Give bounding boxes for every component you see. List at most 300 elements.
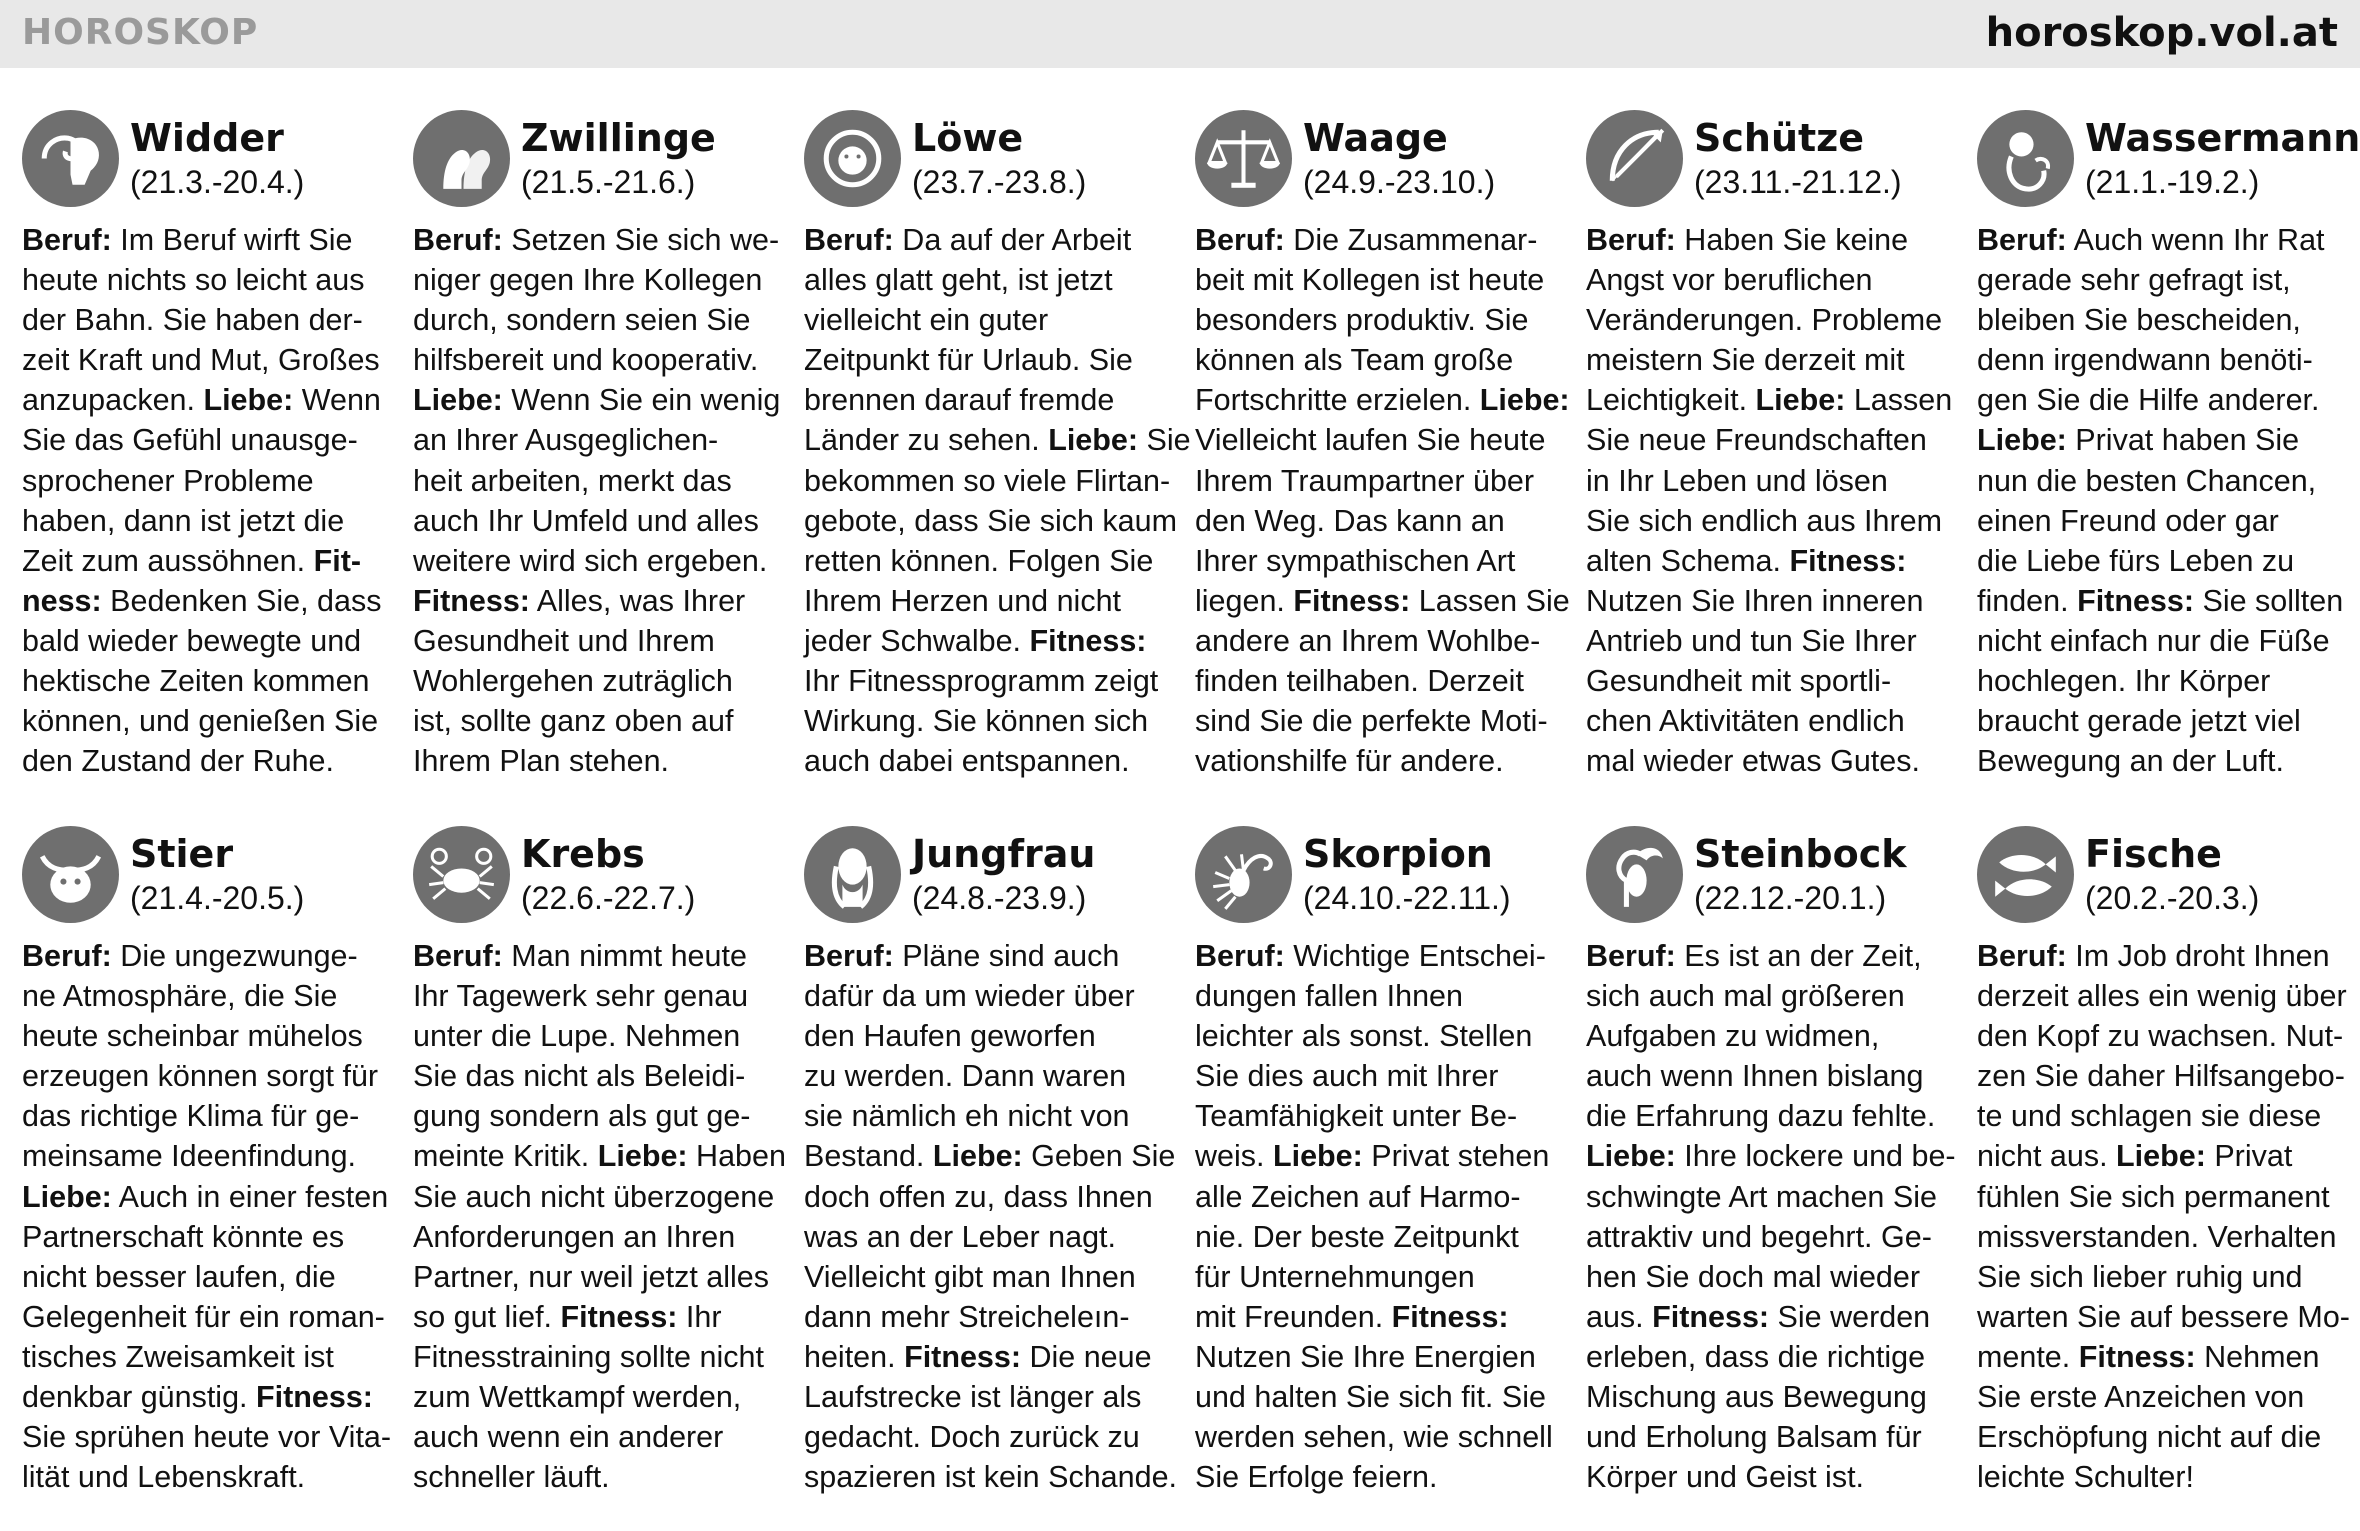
text-segment: attraktiv und begehrt. Ge- bbox=[1586, 1219, 1932, 1254]
text-line bbox=[804, 501, 1177, 541]
horoscope-text bbox=[1977, 936, 2350, 1497]
text-line bbox=[413, 661, 773, 701]
text-segment: tisches Zweisamkeit ist bbox=[22, 1339, 334, 1374]
text-line bbox=[1195, 1457, 1555, 1497]
sign-name: Steinbock bbox=[1694, 832, 1907, 876]
text-line bbox=[22, 1136, 382, 1176]
category-label: Fitness: bbox=[413, 583, 530, 618]
text-segment: hilfsbereit und kooperativ. bbox=[413, 343, 759, 378]
text-segment: Partnerschaft könnte es bbox=[22, 1219, 345, 1254]
text-segment: Fortschritte erzielen. bbox=[1195, 383, 1480, 418]
text-segment: denn irgendwann benöti- bbox=[1977, 343, 2313, 378]
text-segment: fühlen Sie sich permanent bbox=[1977, 1179, 2330, 1214]
category-label: Fitness: bbox=[1652, 1299, 1770, 1334]
text-line bbox=[22, 976, 382, 1016]
text-line bbox=[1977, 1337, 2337, 1377]
sign-header bbox=[804, 110, 1164, 220]
text-line bbox=[22, 1016, 382, 1056]
text-line bbox=[804, 260, 1164, 300]
text-line bbox=[1195, 1136, 1555, 1176]
category-label: Beruf: bbox=[804, 939, 894, 973]
text-line bbox=[1195, 621, 1555, 661]
text-line bbox=[1586, 1337, 1946, 1377]
text-segment: schneller läuft. bbox=[413, 1460, 610, 1495]
horoscope-text bbox=[1977, 220, 2344, 781]
text-line bbox=[22, 1217, 382, 1257]
text-line bbox=[1195, 1016, 1555, 1056]
text-segment: Ihre lockere und be- bbox=[1675, 1139, 1956, 1174]
category-label: Liebe: bbox=[1755, 383, 1846, 418]
text-segment: warten Sie auf bessere Mo- bbox=[1977, 1299, 2350, 1334]
text-segment: Im Beruf wirft Sie bbox=[111, 223, 353, 257]
text-line bbox=[22, 340, 382, 380]
text-line bbox=[1586, 661, 1946, 701]
text-segment: Zeitpunkt für Urlaub. Sie bbox=[804, 343, 1133, 378]
page-title: HOROSKOP bbox=[22, 12, 259, 53]
aries-ram-icon bbox=[22, 110, 119, 207]
text-segment: Mischung aus Bewegung bbox=[1586, 1380, 1927, 1415]
text-segment: aus. bbox=[1586, 1299, 1653, 1334]
text-segment: durch, sondern seien Sie bbox=[413, 303, 751, 338]
text-line bbox=[22, 936, 382, 976]
text-line bbox=[1977, 936, 2337, 976]
text-segment: Die Zusammenar- bbox=[1284, 223, 1538, 257]
text-segment: der Bahn. Sie haben der- bbox=[22, 303, 363, 338]
text-segment: so gut lief. bbox=[413, 1299, 561, 1334]
text-line bbox=[1977, 701, 2337, 741]
text-line bbox=[804, 340, 1164, 380]
text-segment: nun die besten Chancen, bbox=[1977, 463, 2317, 498]
text-line bbox=[1195, 420, 1555, 460]
text-segment: auch Ihr Umfeld und alles bbox=[413, 503, 759, 538]
text-segment: mal wieder etwas Gutes. bbox=[1586, 744, 1920, 779]
category-label: Liebe: bbox=[1048, 423, 1139, 458]
text-line bbox=[1195, 1217, 1555, 1257]
text-line bbox=[413, 1257, 773, 1297]
text-line bbox=[1977, 420, 2337, 460]
text-segment: den Zustand der Ruhe. bbox=[22, 744, 334, 779]
text-segment: heiten. bbox=[804, 1339, 905, 1374]
text-line bbox=[1586, 1136, 1956, 1176]
text-segment: Sie dies auch mit Ihrer bbox=[1195, 1059, 1499, 1094]
text-line bbox=[22, 741, 382, 781]
text-line bbox=[804, 461, 1171, 501]
text-line bbox=[804, 936, 1164, 976]
text-line bbox=[804, 1257, 1164, 1297]
sign-dates: (21.3.-20.4.) bbox=[130, 164, 305, 200]
text-segment: Länder zu sehen. bbox=[804, 423, 1049, 458]
text-line bbox=[804, 1136, 1176, 1176]
category-label: Fitness: bbox=[560, 1299, 678, 1334]
libra-scales-icon bbox=[1195, 110, 1292, 207]
text-line bbox=[1586, 1377, 1946, 1417]
text-segment: Privat bbox=[2205, 1139, 2293, 1174]
text-segment: schwingte Art machen Sie bbox=[1586, 1179, 1937, 1214]
text-segment: leichte Schulter! bbox=[1977, 1460, 2194, 1495]
text-segment: anzupacken. bbox=[22, 383, 204, 418]
text-line bbox=[1977, 1257, 2337, 1297]
text-segment: die Liebe fürs Leben zu bbox=[1977, 543, 2295, 578]
text-segment: meistern Sie derzeit mit bbox=[1586, 343, 1905, 378]
sign-header bbox=[1977, 110, 2360, 220]
text-segment: te und schlagen sie diese bbox=[1977, 1099, 2322, 1134]
text-segment: vationshilfe für andere. bbox=[1195, 744, 1504, 779]
text-segment: derzeit alles ein wenig über bbox=[1977, 979, 2347, 1014]
text-line bbox=[1977, 1377, 2337, 1417]
text-segment: alles glatt geht, ist jetzt bbox=[804, 263, 1113, 298]
text-line bbox=[1586, 1457, 1946, 1497]
text-line bbox=[413, 1096, 773, 1136]
gemini-twins-icon bbox=[413, 110, 510, 207]
sign-krebs bbox=[413, 826, 786, 1526]
category-label: Fit- bbox=[313, 543, 362, 578]
sign-header bbox=[22, 826, 382, 936]
text-line bbox=[1977, 976, 2347, 1016]
text-segment: Angst vor beruflichen bbox=[1586, 263, 1873, 298]
text-segment: Auch in einer festen bbox=[111, 1179, 389, 1214]
text-line bbox=[22, 1457, 382, 1497]
text-segment: Aufgaben zu widmen, bbox=[1586, 1019, 1880, 1054]
text-segment: Bedenken Sie, dass bbox=[101, 583, 382, 618]
text-segment: Die ungezwunge- bbox=[111, 939, 358, 973]
text-line bbox=[413, 976, 773, 1016]
text-segment: erzeugen können sorgt für bbox=[22, 1059, 379, 1094]
text-segment: Geben Sie bbox=[1022, 1139, 1176, 1174]
text-segment: alle Zeichen auf Harmo- bbox=[1195, 1179, 1521, 1214]
sign-zwillinge bbox=[413, 110, 781, 810]
text-segment: heute nichts so leicht aus bbox=[22, 263, 365, 298]
text-line bbox=[1977, 501, 2337, 541]
text-line bbox=[22, 581, 382, 621]
text-segment: gedacht. Doch zurück zu bbox=[804, 1420, 1140, 1455]
text-line bbox=[1586, 976, 1946, 1016]
text-line bbox=[1977, 1417, 2337, 1457]
category-label: Beruf: bbox=[1195, 223, 1285, 257]
text-segment: auch dabei entspannen. bbox=[804, 744, 1130, 779]
text-line bbox=[1977, 1096, 2337, 1136]
text-segment: Setzen Sie sich we- bbox=[502, 223, 780, 257]
sign-waage bbox=[1195, 110, 1570, 810]
text-segment: Teamfähigkeit unter Be- bbox=[1195, 1099, 1518, 1134]
text-line bbox=[22, 1257, 382, 1297]
sign-header bbox=[804, 826, 1164, 936]
text-line bbox=[804, 741, 1164, 781]
category-label: Liebe: bbox=[413, 383, 503, 418]
text-segment: Man nimmt heute bbox=[502, 939, 747, 973]
text-segment: zen Sie daher Hilfsangebo- bbox=[1977, 1059, 2345, 1094]
text-segment: ist, sollte ganz oben auf bbox=[413, 704, 734, 739]
text-segment: Sie erste Anzeichen von bbox=[1977, 1380, 2305, 1415]
sign-dates: (24.9.-23.10.) bbox=[1303, 164, 1496, 200]
text-line bbox=[413, 461, 773, 501]
text-line bbox=[1586, 936, 1946, 976]
text-segment: Bestand. bbox=[804, 1139, 933, 1174]
sign-header bbox=[1195, 110, 1555, 220]
sign-name: Fische bbox=[2085, 832, 2222, 876]
text-line bbox=[1977, 581, 2344, 621]
text-line bbox=[22, 1177, 389, 1217]
text-segment: Privat stehen bbox=[1362, 1139, 1550, 1174]
text-segment: Lassen Sie bbox=[1410, 583, 1570, 618]
sign-name: Löwe bbox=[912, 116, 1024, 160]
text-line bbox=[804, 701, 1164, 741]
scorpio-scorpion-icon bbox=[1195, 826, 1292, 923]
category-label: Fitness: bbox=[1789, 543, 1907, 578]
text-line bbox=[1195, 1257, 1555, 1297]
sign-name: Waage bbox=[1303, 116, 1448, 160]
text-segment: mit Freunden. bbox=[1195, 1299, 1392, 1334]
text-segment: dafür da um wieder über bbox=[804, 979, 1135, 1014]
text-segment: dungen fallen Ihnen bbox=[1195, 979, 1463, 1014]
text-segment: bekommen so viele Flirtan- bbox=[804, 463, 1171, 498]
text-segment: Da auf der Arbeit bbox=[893, 223, 1132, 257]
text-segment: Nehmen bbox=[2195, 1339, 2320, 1374]
text-line bbox=[413, 501, 773, 541]
text-line bbox=[1977, 1177, 2337, 1217]
sign-dates: (22.12.-20.1.) bbox=[1694, 880, 1887, 916]
text-segment: andere an Ihrem Wohlbe- bbox=[1195, 623, 1541, 658]
text-segment: Körper und Geist ist. bbox=[1586, 1460, 1865, 1495]
text-segment: Veränderungen. Probleme bbox=[1586, 303, 1943, 338]
text-segment: Wenn Sie ein wenig bbox=[502, 383, 781, 418]
text-line bbox=[22, 300, 382, 340]
category-label: Fitness: bbox=[256, 1380, 373, 1415]
sign-header bbox=[1977, 826, 2337, 936]
sign-dates: (23.7.-23.8.) bbox=[912, 164, 1087, 200]
text-segment: hen Sie doch mal wieder bbox=[1586, 1259, 1920, 1294]
text-line bbox=[413, 621, 773, 661]
category-label: Fitness: bbox=[904, 1339, 1021, 1374]
text-line bbox=[804, 1457, 1177, 1497]
text-segment: was an der Leber nagt. bbox=[804, 1219, 1116, 1254]
text-line bbox=[1586, 1257, 1946, 1297]
text-segment: Pläne sind auch bbox=[893, 939, 1120, 973]
sign-schütze bbox=[1586, 110, 1953, 810]
text-line bbox=[1586, 541, 1946, 581]
text-line bbox=[22, 1337, 382, 1377]
text-segment: Wichtige Entschei- bbox=[1284, 939, 1546, 973]
text-segment: niger gegen Ihre Kollegen bbox=[413, 263, 763, 298]
text-segment: nicht einfach nur die Füße bbox=[1977, 623, 2330, 658]
category-label: Beruf: bbox=[22, 939, 112, 973]
sign-header bbox=[1195, 826, 1555, 936]
text-line bbox=[413, 541, 773, 581]
text-line bbox=[1586, 380, 1953, 420]
sign-dates: (24.10.-22.11.) bbox=[1303, 880, 1511, 916]
text-line bbox=[22, 220, 382, 260]
horoscope-text bbox=[413, 220, 781, 781]
sign-dates: (20.2.-20.3.) bbox=[2085, 880, 2260, 916]
text-segment: den Haufen geworfen bbox=[804, 1019, 1096, 1054]
text-segment: Privat haben Sie bbox=[2066, 423, 2300, 458]
sign-name: Jungfrau bbox=[912, 832, 1096, 876]
text-segment: Haben Sie keine bbox=[1675, 223, 1909, 257]
site-link[interactable]: horoskop.vol.at bbox=[1985, 10, 2338, 56]
text-segment: Laufstrecke ist länger als bbox=[804, 1380, 1142, 1415]
sign-name: Widder bbox=[130, 116, 284, 160]
text-segment: Sie Erfolge feiern. bbox=[1195, 1460, 1438, 1495]
text-line bbox=[413, 1136, 786, 1176]
text-line bbox=[804, 661, 1164, 701]
text-line bbox=[1586, 701, 1946, 741]
sign-header bbox=[413, 110, 773, 220]
text-segment: sprochener Probleme bbox=[22, 463, 314, 498]
sign-steinbock bbox=[1586, 826, 1956, 1526]
text-line bbox=[1977, 461, 2337, 501]
text-segment: Erschöpfung nicht auf die bbox=[1977, 1420, 2322, 1455]
text-segment: weis. bbox=[1195, 1139, 1273, 1174]
text-line bbox=[1977, 1056, 2345, 1096]
text-segment: Gesundheit und Ihrem bbox=[413, 623, 715, 658]
text-segment: bald wieder bewegte und bbox=[22, 623, 362, 658]
text-line bbox=[1586, 1177, 1946, 1217]
text-segment: hochlegen. Ihr Körper bbox=[1977, 664, 2271, 699]
text-line bbox=[22, 1377, 382, 1417]
text-segment: nie. Der beste Zeitpunkt bbox=[1195, 1219, 1519, 1254]
text-line bbox=[804, 1217, 1164, 1257]
text-line bbox=[1586, 260, 1946, 300]
category-label: Fitness: bbox=[1391, 1299, 1509, 1334]
text-line bbox=[804, 1297, 1164, 1337]
text-segment: das richtige Klima für ge- bbox=[22, 1099, 360, 1134]
text-line bbox=[804, 976, 1164, 1016]
text-line bbox=[413, 1056, 773, 1096]
text-line bbox=[1195, 220, 1555, 260]
text-line bbox=[1586, 420, 1946, 460]
text-segment: gebote, dass Sie sich kaum bbox=[804, 503, 1177, 538]
text-segment: die Erfahrung dazu fehlte. bbox=[1586, 1099, 1936, 1134]
text-segment: weitere wird sich ergeben. bbox=[413, 543, 768, 578]
text-line bbox=[1195, 1056, 1555, 1096]
text-segment: Sie das Gefühl unausge- bbox=[22, 423, 358, 458]
text-line bbox=[1195, 260, 1555, 300]
sign-name: Zwillinge bbox=[521, 116, 716, 160]
category-label: Liebe: bbox=[22, 1179, 112, 1214]
sagittarius-bow-icon bbox=[1586, 110, 1683, 207]
text-segment: Leichtigkeit. bbox=[1586, 383, 1756, 418]
text-segment: Nutzen Sie Ihre Energien bbox=[1195, 1339, 1536, 1374]
text-segment: sind Sie die perfekte Moti- bbox=[1195, 704, 1548, 739]
text-segment: Ihrem Plan stehen. bbox=[413, 744, 670, 779]
text-segment: Nutzen Sie Ihren inneren bbox=[1586, 583, 1924, 618]
text-segment: zeit Kraft und Mut, Großes bbox=[22, 343, 380, 378]
category-label: ness: bbox=[22, 583, 102, 618]
text-segment: missverstanden. Verhalten bbox=[1977, 1219, 2337, 1254]
text-segment: Sie das nicht als Beleidi- bbox=[413, 1059, 746, 1094]
capricorn-goat-icon bbox=[1586, 826, 1683, 923]
text-line bbox=[413, 420, 773, 460]
text-line bbox=[804, 420, 1191, 460]
text-segment: nicht besser laufen, die bbox=[22, 1259, 336, 1294]
text-segment: doch offen zu, dass Ihnen bbox=[804, 1179, 1153, 1214]
category-label: Fitness: bbox=[2077, 583, 2194, 618]
text-segment: finden. bbox=[1977, 583, 2078, 618]
category-label: Beruf: bbox=[1977, 939, 2067, 973]
text-line bbox=[413, 380, 781, 420]
text-line bbox=[22, 380, 382, 420]
text-segment: heit arbeiten, merkt das bbox=[413, 463, 732, 498]
horoscope-text bbox=[413, 936, 786, 1497]
text-line bbox=[804, 300, 1164, 340]
sign-name: Schütze bbox=[1694, 116, 1865, 160]
sign-header bbox=[1586, 826, 1946, 936]
text-line bbox=[1977, 380, 2337, 420]
text-line bbox=[413, 741, 773, 781]
text-segment: alten Schema. bbox=[1586, 543, 1790, 578]
text-line bbox=[1586, 1297, 1946, 1337]
text-line bbox=[1977, 621, 2337, 661]
text-line bbox=[413, 701, 773, 741]
text-line bbox=[413, 340, 773, 380]
text-line bbox=[413, 300, 773, 340]
category-label: Fitness: bbox=[1029, 623, 1147, 658]
text-segment: Antrieb und tun Sie Ihrer bbox=[1586, 623, 1917, 658]
text-line bbox=[1977, 661, 2337, 701]
text-line bbox=[413, 260, 773, 300]
text-line bbox=[413, 1217, 773, 1257]
text-line bbox=[1977, 1136, 2337, 1176]
text-line bbox=[1977, 1297, 2350, 1337]
text-line bbox=[804, 1096, 1164, 1136]
category-label: Beruf: bbox=[1586, 223, 1676, 257]
text-segment: Anforderungen an Ihren bbox=[413, 1219, 736, 1254]
text-line bbox=[22, 621, 382, 661]
category-label: Liebe: bbox=[203, 383, 294, 418]
text-segment: Ihr bbox=[677, 1299, 722, 1334]
text-segment: jeder Schwalbe. bbox=[804, 623, 1030, 658]
text-segment: liegen. bbox=[1195, 583, 1294, 618]
text-line bbox=[1586, 581, 1946, 621]
text-segment: an Ihrer Ausgeglichen- bbox=[413, 423, 719, 458]
cancer-crab-icon bbox=[413, 826, 510, 923]
text-segment: Zeit zum aussöhnen. bbox=[22, 543, 314, 578]
text-line bbox=[804, 1056, 1164, 1096]
text-segment: Wohlergehen zuträglich bbox=[413, 664, 733, 699]
horoscope-text bbox=[1195, 220, 1570, 781]
text-line bbox=[804, 1377, 1164, 1417]
virgo-maiden-icon bbox=[804, 826, 901, 923]
text-segment: auch wenn ein anderer bbox=[413, 1420, 724, 1455]
text-segment: heute scheinbar mühelos bbox=[22, 1019, 363, 1054]
text-segment: auch wenn Ihnen bislang bbox=[1586, 1059, 1924, 1094]
text-line bbox=[413, 581, 773, 621]
text-line bbox=[1195, 501, 1555, 541]
sign-fische bbox=[1977, 826, 2350, 1526]
text-segment: Alles, was Ihrer bbox=[529, 583, 746, 618]
text-segment: Ihrem Herzen und nicht bbox=[804, 583, 1122, 618]
text-segment: brennen darauf fremde bbox=[804, 383, 1115, 418]
category-label: Beruf: bbox=[413, 939, 503, 973]
sign-dates: (21.4.-20.5.) bbox=[130, 880, 305, 916]
text-line bbox=[1586, 220, 1946, 260]
text-segment: leichter als sonst. Stellen bbox=[1195, 1019, 1533, 1054]
text-line bbox=[1977, 260, 2337, 300]
sign-skorpion bbox=[1195, 826, 1555, 1526]
text-segment: chen Aktivitäten endlich bbox=[1586, 704, 1905, 739]
text-line bbox=[22, 1056, 382, 1096]
sign-dates: (21.5.-21.6.) bbox=[521, 164, 696, 200]
text-segment: Sie sich endlich aus Ihrem bbox=[1586, 503, 1943, 538]
text-line bbox=[1195, 741, 1555, 781]
text-segment: Ihrem Traumpartner über bbox=[1195, 463, 1535, 498]
text-line bbox=[1195, 300, 1555, 340]
text-line bbox=[22, 420, 382, 460]
aquarius-water-bearer-icon bbox=[1977, 110, 2074, 207]
text-line bbox=[804, 621, 1164, 661]
text-line bbox=[804, 1337, 1164, 1377]
text-segment: Sie neue Freundschaften bbox=[1586, 423, 1927, 458]
text-line bbox=[413, 1297, 773, 1337]
